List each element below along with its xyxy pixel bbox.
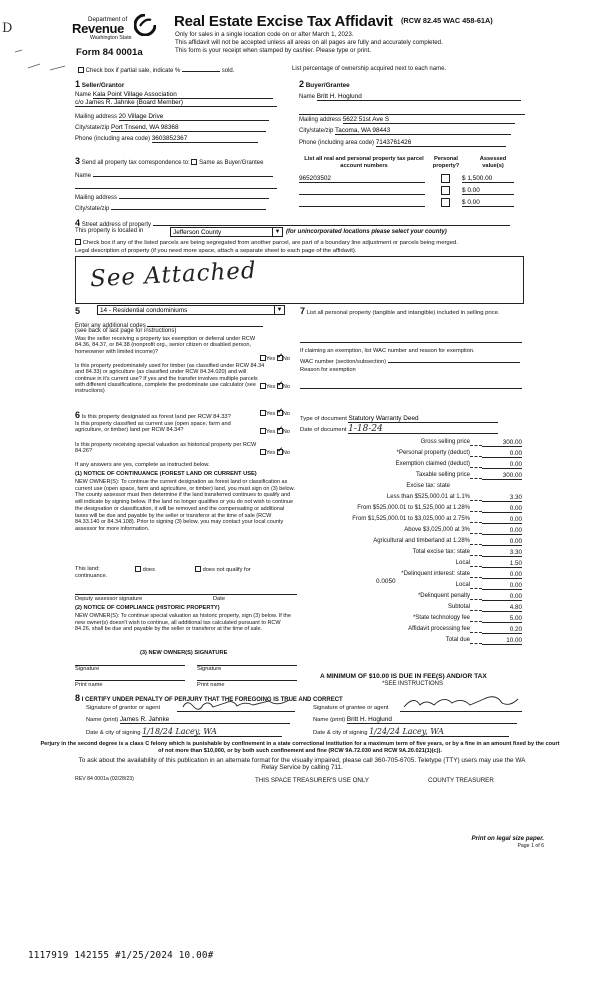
doc-date-field[interactable]: 1-18-24 xyxy=(348,425,498,434)
calc-row-value[interactable]: 0.00 xyxy=(482,450,522,458)
current-use-no-checkbox[interactable] xyxy=(277,428,283,434)
chevron-down-icon: ▼ xyxy=(274,306,284,315)
calc-row-value[interactable]: 3.30 xyxy=(482,549,522,557)
parcel-row xyxy=(299,175,524,185)
ownership-note: List percentage of ownership acquired next to each name. xyxy=(292,66,447,72)
dept-line3: Washington State xyxy=(90,35,132,42)
yes-label: Yes xyxy=(266,411,276,417)
calc-row-value[interactable]: 0.00 xyxy=(482,582,522,590)
calc-row-label: Gross selling price xyxy=(420,439,470,445)
use-code-value: 14 - Residential condominiums xyxy=(100,307,188,314)
forest-question: Is this property designated as forest land per RCW 84.33? xyxy=(81,414,231,420)
calc-row xyxy=(300,560,522,570)
calc-row-value[interactable]: 0.20 xyxy=(482,626,522,634)
legal-desc-label: Legal description of property (if you need more space, attach a separate sheet to each page of the affidavit). xyxy=(75,248,357,254)
grantee-name-row xyxy=(313,716,517,724)
rev-code: REV 84 0001a (02/28/23) xyxy=(75,776,134,782)
no-label: No xyxy=(282,429,290,435)
s3-city-row xyxy=(75,204,277,213)
buyer-phone-label: Phone (including area code) xyxy=(299,140,375,146)
seller-phone-field[interactable]: 3603852367 xyxy=(152,135,258,143)
calc-row xyxy=(300,439,522,449)
grantee-date-label: Date & city of signing xyxy=(313,730,368,736)
classified-no-checkbox[interactable] xyxy=(277,383,283,389)
calc-row-label: *State technology fee xyxy=(412,615,470,621)
owner-print-line[interactable] xyxy=(75,680,185,681)
buyer-mailing-row xyxy=(299,116,525,124)
use-code-select[interactable] xyxy=(97,305,285,315)
buyer-city-row xyxy=(299,127,525,135)
calc-row xyxy=(300,516,522,526)
county-row xyxy=(75,228,143,235)
personal-property-checkbox[interactable] xyxy=(441,198,450,207)
section3-number: 3 xyxy=(75,156,81,166)
calc-row-value[interactable]: 300.00 xyxy=(482,472,522,480)
calc-row-value[interactable]: 0.00 xyxy=(482,516,522,524)
seller-name-label: Name xyxy=(75,92,92,98)
grantor-date-row xyxy=(86,728,282,737)
grantor-date-field[interactable]: 1/18/24 Lacey, WA xyxy=(142,728,282,737)
s3-city-field[interactable] xyxy=(111,204,266,210)
unincorporated-note: (for unincorporated locations please select your county) xyxy=(286,229,447,235)
no-label: No xyxy=(282,411,290,417)
calc-row-label: Exemption claimed (deduct) xyxy=(395,461,470,467)
form-number: Form 84 0001a xyxy=(76,47,143,58)
grantor-name-field[interactable]: James R. Jahnke xyxy=(120,716,290,724)
historical-yes-checkbox[interactable] xyxy=(260,449,266,455)
assessed-header: Assessed value(s) xyxy=(479,156,507,169)
codes-note: (see back of last page for instructions) xyxy=(75,328,177,334)
form-citation: (RCW 82.45 WAC 458-61A) xyxy=(401,16,493,25)
local-rate: 0.0050 xyxy=(376,578,396,585)
calc-row-value[interactable]: 0.00 xyxy=(482,461,522,469)
does-not-qualify-checkbox[interactable] xyxy=(195,566,201,572)
same-as-buyer-checkbox[interactable] xyxy=(191,159,197,165)
certify-statement: I CERTIFY UNDER PENALTY OF PERJURY THAT THE FOREGOING IS TRUE AND CORRECT xyxy=(81,697,343,703)
notice3-title: (3) NEW OWNER(S) SIGNATURE xyxy=(140,650,228,656)
doc-date-label: Date of document xyxy=(300,427,347,433)
no-label: No xyxy=(282,356,290,362)
perjury-notice: Perjury in the second degree is a class C felony which is punishable by confinement in a state correctional institution for a maximum term of five years, or by a fine in an amount fixed by the court of not more than $10,000, or by both such confinement and fine (RCW 9A.72.030 and RCW 9A.20.021(1)(c)). xyxy=(40,741,560,754)
section6-number: 6 xyxy=(75,410,81,420)
seller-heading-label: Seller/Grantor xyxy=(81,82,125,89)
partial-sale-percent[interactable] xyxy=(182,66,220,72)
section8-number: 8 xyxy=(75,693,81,703)
calc-row xyxy=(300,472,522,482)
historical-no-checkbox[interactable] xyxy=(277,449,283,455)
segregated-label: Check box if any of the listed parcels are being segregated from another parcel, are part of a boundary line adjustment or parcels being merged. xyxy=(82,240,458,246)
calc-row-value[interactable]: 0.00 xyxy=(482,505,522,513)
yes-label: Yes xyxy=(266,450,276,456)
seller-heading xyxy=(75,79,124,90)
section3-heading xyxy=(75,156,263,167)
section7-label: List all personal property (tangible and intangible) included in selling price. xyxy=(306,310,500,316)
print-name-label-2: Print name xyxy=(197,682,225,688)
notice2-title: (2) NOTICE OF COMPLIANCE (HISTORIC PROPERTY) xyxy=(75,605,220,611)
partial-sale-label: Check box if partial sale, indicate % xyxy=(85,68,181,74)
calc-row-label: Total due xyxy=(445,637,470,643)
header-note1: Only for sales in a single location code on or after March 1, 2023. xyxy=(175,31,354,38)
doc-type-field[interactable]: Statutory Warranty Deed xyxy=(348,415,498,423)
calc-row-leader xyxy=(470,610,482,611)
historical-question: Is this property receiving special valuation as historical property per RCW 84.26? xyxy=(75,442,257,455)
seller-number: 1 xyxy=(75,79,81,89)
grantee-sig-row xyxy=(313,705,388,712)
header-note3: This form is your receipt when stamped by cashier. Please type or print. xyxy=(175,47,372,54)
calc-row xyxy=(300,483,522,493)
buyer-heading-label: Buyer/Grantee xyxy=(305,82,350,89)
calc-row-value[interactable]: 3.30 xyxy=(482,494,522,502)
calc-row-value[interactable]: 0.00 xyxy=(482,571,522,579)
does-not-label: does not qualify for xyxy=(202,567,251,573)
calc-row xyxy=(300,494,522,504)
seller-mailing-row xyxy=(75,113,277,121)
grantor-name-row xyxy=(86,716,290,724)
buyer-name-label: Name xyxy=(299,94,316,100)
corner-mark: D xyxy=(2,21,13,36)
continuance-label: continuance. xyxy=(75,573,108,579)
grantor-signature-field[interactable] xyxy=(177,701,295,712)
segregated-row xyxy=(75,239,458,247)
parcel-number-field[interactable] xyxy=(299,199,425,207)
s3-mailing-row xyxy=(75,193,277,202)
section3-label: Send all property tax correspondence to: xyxy=(81,160,190,166)
section4-label: Street address of property xyxy=(81,222,152,228)
forest-no-checkbox[interactable] xyxy=(277,410,283,416)
s3-name-row xyxy=(75,171,277,180)
exempt-question: Was the seller receiving a property tax exemption or deferral under RCW 84.36, 84.37, or 84.38 (nonprofit org., senior citizen or disabled person, homeowner with limited income)? xyxy=(75,336,256,355)
yes-label: Yes xyxy=(266,429,276,435)
does-not-option xyxy=(195,566,251,574)
calc-row-leader xyxy=(470,577,482,578)
calc-row xyxy=(300,582,522,592)
calc-row-leader xyxy=(470,632,482,633)
buyer-city-field[interactable]: Tacoma, WA 98443 xyxy=(335,127,511,135)
exempt-no-checkbox[interactable] xyxy=(277,355,283,361)
buyer-mailing-label: Mailing address xyxy=(299,117,342,123)
calc-row-leader xyxy=(470,478,482,479)
calc-row-label: Local xyxy=(455,582,470,588)
buyer-mailing-field[interactable]: 5622 51st Ave S xyxy=(343,116,515,124)
calc-row-label: Less than $525,000.01 at 1.1% xyxy=(386,494,470,500)
current-use-yes-checkbox[interactable] xyxy=(260,428,266,434)
street-address-field[interactable] xyxy=(153,220,510,226)
print-name-label: Print name xyxy=(75,682,103,688)
calc-row xyxy=(300,461,522,471)
same-as-buyer-label: Same as Buyer/Grantee xyxy=(199,160,264,166)
parcel-number-field[interactable] xyxy=(299,187,425,195)
buyer-number: 2 xyxy=(299,79,305,89)
calc-row-value[interactable]: 0.00 xyxy=(482,593,522,601)
header-note2: This affidavit will not be accepted unless all areas on all pages are fully and accurately completed. xyxy=(175,39,443,46)
no-label: No xyxy=(282,384,290,390)
exemption-note: If claiming an exemption, list WAC number and reason for exemption. xyxy=(300,348,475,354)
reason-line[interactable] xyxy=(300,388,522,389)
yes-label: Yes xyxy=(266,356,276,362)
calc-row-value[interactable]: 5.00 xyxy=(482,615,522,623)
calc-row-label: Affidavit processing fee xyxy=(408,626,470,632)
calc-row-leader xyxy=(470,643,482,644)
s3-mailing-label: Mailing address xyxy=(75,195,118,201)
assessed-value-field[interactable]: $ 0.00 xyxy=(462,187,514,195)
sold-label: sold. xyxy=(221,68,235,74)
located-in-label: This property is located in xyxy=(75,228,144,234)
calc-row-label: Subtotal xyxy=(447,604,470,610)
if-yes-note: If any answers are yes, complete as instructed below. xyxy=(75,462,210,468)
grantee-date-field[interactable]: 1/24/24 Lacey, WA xyxy=(369,728,509,737)
personal-header: Personal property? xyxy=(432,156,460,169)
seller-city-row xyxy=(75,124,277,132)
current-use-question: Is this property classified as current use (open space, farm and agriculture, or timber) land per RCW 84.34? xyxy=(75,421,231,434)
grantee-signature-field[interactable] xyxy=(400,701,522,712)
calc-row-label: From $1,525,000.01 to $3,025,000 at 2.75% xyxy=(352,516,470,522)
calc-row-leader xyxy=(470,522,482,523)
seller-city-field[interactable]: Port Tnsend, WA 98368 xyxy=(111,124,266,132)
calc-row-leader xyxy=(470,599,482,600)
page-number: Page 1 of 6 xyxy=(517,843,544,849)
seller-phone-label: Phone (including area code) xyxy=(75,136,151,142)
grantor-sig-row xyxy=(86,705,160,712)
notice2-body: NEW OWNER(S): To continue special valuation as historic property, sign (3) below. If the new owner(s) doesn't wish to continue, all additional tax calculated pursuant to RCW 84.26, shall be due and payable by the seller or transferor at the time of sale. xyxy=(75,613,291,633)
forest-question-row xyxy=(75,410,260,421)
legal-description-box[interactable] xyxy=(75,256,524,304)
parcel-row xyxy=(299,187,524,197)
alt-format-note: To ask about the availability of this publication in an alternate format for the visually impaired, please call 360-705-6705. Teletype (TTY) users may use the WA Relay Service by calling 711. xyxy=(78,757,526,772)
seller-name-field[interactable]: Kala Point Village Association xyxy=(93,91,273,99)
dor-logo xyxy=(72,16,160,41)
dept-line1: Department of xyxy=(88,16,128,23)
assessed-value-field[interactable]: $ 1,500.00 xyxy=(462,175,514,183)
calc-row xyxy=(300,549,522,559)
minimum-note: A MINIMUM OF $10.00 IS DUE IN FEE(S) AND/OR TAX xyxy=(320,673,487,680)
does-qualify-checkbox[interactable] xyxy=(135,566,141,572)
assessor-signature-line[interactable] xyxy=(75,591,297,595)
s3-name-field[interactable] xyxy=(93,171,273,177)
calc-row-leader xyxy=(470,511,482,512)
calc-row xyxy=(300,505,522,515)
see-instructions-note: *SEE INSTRUCTIONS xyxy=(382,681,444,687)
additional-codes-label: Enter any additional codes xyxy=(75,323,146,329)
calc-row xyxy=(300,604,522,614)
calc-row-value[interactable]: 0.00 xyxy=(482,538,522,546)
grantee-name-label: Name (print) xyxy=(313,717,346,723)
chevron-down-icon: ▼ xyxy=(272,228,282,237)
calc-row-leader xyxy=(470,533,482,534)
this-land-label: This land: xyxy=(75,566,100,572)
calc-row-value[interactable]: 0.00 xyxy=(482,527,522,535)
calc-row-value[interactable]: 4.80 xyxy=(482,604,522,612)
calc-row-leader xyxy=(470,544,482,545)
grantee-sig-label: Signature of grantee or agent xyxy=(313,705,389,711)
calc-row-leader xyxy=(470,588,482,589)
legal-size-note: Print on legal size paper. xyxy=(471,835,544,842)
buyer-city-label: City/state/zip xyxy=(299,128,334,134)
assessor-date-label: Date xyxy=(213,596,226,602)
doc-type-row xyxy=(300,415,498,423)
section7-number: 7 xyxy=(300,306,306,316)
calc-row-label: Agricultural and timberland at 1.28% xyxy=(373,538,470,544)
buyer-phone-field[interactable]: 7143761426 xyxy=(376,139,506,147)
personal-property-checkbox[interactable] xyxy=(441,186,450,195)
calc-row xyxy=(300,527,522,537)
classified-yes-checkbox[interactable] xyxy=(260,383,266,389)
seller-name2-field[interactable]: c/o James R. Jahnke (Board Member) xyxy=(75,99,277,107)
exempt-answer xyxy=(260,355,290,362)
personal-property-checkbox[interactable] xyxy=(441,174,450,183)
calc-row-label: Above $3,025,000 at 3% xyxy=(404,527,470,533)
calc-row xyxy=(300,637,522,647)
doc-type-label: Type of document xyxy=(300,416,347,422)
calc-row-leader xyxy=(470,500,482,501)
dept-line2: Revenue xyxy=(72,21,125,37)
calc-row-leader xyxy=(470,621,482,622)
calc-row xyxy=(300,538,522,548)
s3-name2-field[interactable] xyxy=(75,183,277,189)
county-value: Jefferson County xyxy=(173,229,222,236)
personal-property-line[interactable] xyxy=(300,342,522,343)
s3-city-label: City/state/zip xyxy=(75,206,110,212)
owner-print-line-2[interactable] xyxy=(197,680,297,681)
assessed-value-field[interactable]: $ 0.00 xyxy=(462,199,514,207)
calc-row-label: Taxable selling price xyxy=(415,472,470,478)
calc-row-label: From $525,000.01 to $1,525,000 at 1.28% xyxy=(357,505,470,511)
calc-row-leader xyxy=(470,566,482,567)
calc-row-value[interactable]: 300.00 xyxy=(482,439,522,447)
calc-row-label: *Personal property (deduct) xyxy=(396,450,470,456)
wac-field[interactable] xyxy=(388,358,520,363)
buyer-phone-row xyxy=(299,139,525,147)
calc-row xyxy=(300,450,522,460)
parcel-header: List all real and personal property tax parcel account numbers xyxy=(304,156,424,169)
calc-row-label: *Delinquent penalty xyxy=(417,593,470,599)
s3-mailing-field[interactable] xyxy=(119,193,269,199)
grantee-signature-scribble xyxy=(400,693,522,711)
seller-city-label: City/state/zip xyxy=(75,125,110,131)
additional-codes-field[interactable] xyxy=(147,321,263,327)
calc-row-leader xyxy=(470,456,482,457)
calc-row-label: *Delinquent interest: state xyxy=(401,571,470,577)
county-treasurer: COUNTY TREASURER xyxy=(428,777,494,784)
s3-name-label: Name xyxy=(75,173,92,179)
segregated-checkbox[interactable] xyxy=(75,239,81,245)
wac-label: WAC number (section/subsection) xyxy=(300,359,387,365)
calc-row-label: Local xyxy=(455,560,470,566)
parcel-number-field[interactable]: 965203502 xyxy=(299,175,425,183)
calc-row-leader xyxy=(470,445,482,446)
seller-mailing-label: Mailing address xyxy=(75,114,118,120)
calc-row xyxy=(300,615,522,625)
see-attached-handwriting: See Attached xyxy=(89,257,258,293)
recording-stamp: 1117919 142155 #1/25/2024 10.00# xyxy=(28,950,214,961)
grantor-name-label: Name (print) xyxy=(86,717,119,723)
county-select[interactable] xyxy=(170,227,283,237)
grantor-signature-scribble xyxy=(177,697,295,711)
form-title: Real Estate Excise Tax Affidavit xyxy=(174,13,393,30)
exempt-yes-checkbox[interactable] xyxy=(260,355,266,361)
partial-sale-checkbox[interactable] xyxy=(78,67,84,73)
seller-mailing-field[interactable]: 20 Village Drive xyxy=(119,113,269,121)
grantor-date-label: Date & city of signing xyxy=(86,730,141,736)
assessor-signature-label: Deputy assessor signature xyxy=(75,596,143,602)
calc-row xyxy=(300,571,522,581)
seller-phone-row xyxy=(75,135,277,143)
buyer-name2-field[interactable] xyxy=(299,109,525,115)
scribble-mark xyxy=(10,40,80,80)
calc-row-label: Total excise tax: state xyxy=(412,549,470,555)
wac-row xyxy=(300,358,520,366)
reason-label: Reason for exemption xyxy=(300,367,356,373)
buyer-name-field[interactable]: Britt H. Hoglund xyxy=(317,93,521,101)
partial-sale-row xyxy=(78,66,234,75)
signature-label-2: Signature xyxy=(197,666,222,672)
revenue-logo-icon xyxy=(134,14,156,36)
forest-yes-checkbox[interactable] xyxy=(260,410,266,416)
signature-label: Signature xyxy=(75,666,100,672)
notice1-title: (1) NOTICE OF CONTINUANCE (FOREST LAND OR CURRENT USE) xyxy=(75,471,257,477)
buyer-heading xyxy=(299,79,350,90)
buyer-name-row xyxy=(299,93,525,101)
does-option xyxy=(135,566,155,574)
calc-row-value[interactable]: 1.50 xyxy=(482,560,522,568)
section7-heading-row xyxy=(300,306,525,317)
calc-row-value[interactable]: 10.00 xyxy=(482,637,522,645)
grantee-name-field[interactable]: Britt H. Hoglund xyxy=(347,716,517,724)
forest-answer xyxy=(260,410,290,417)
calc-row xyxy=(300,626,522,636)
parcel-row xyxy=(299,199,524,209)
calc-row-leader xyxy=(470,467,482,468)
notice1-body: NEW OWNER(S): To continue the current designation as forest land or classification as current use (open space, farm and agriculture, or timber) land, you must sign on (3) below. The county assessor must then determine if the land transferred continues to qualify and will indicate by signing below. If the land no longer qualifies or you do not wish to continue the designation or classification, it will be removed and the compensating or additional taxes will be due and payable by the seller or transferor at the time of sale (RCW 84.33.140 or 84.34.108). Prior to signing (3) below, you may contact your local county assessor for more information. xyxy=(75,479,295,532)
grantor-sig-label: Signature of grantor or agent xyxy=(86,705,161,711)
yes-label: Yes xyxy=(266,384,276,390)
doc-date-row xyxy=(300,425,498,434)
treasurer-use: THIS SPACE TREASURER'S USE ONLY xyxy=(255,777,369,784)
section5-number: 5 xyxy=(75,306,81,316)
classified-question: Is this property predominately used for timber (as classified under RCW 84.34 and 84.33) or agriculture (as classified under RCW 84.34.020) and will continue in it's current use? If yes and the transfer involves multiple parcels with different classifications, complete the predominate use calculator (see instructions) xyxy=(75,363,265,395)
classified-answer xyxy=(260,383,290,390)
historical-answer xyxy=(260,449,290,456)
calc-row-label: Excise tax: state xyxy=(406,483,450,489)
section4-number: 4 xyxy=(75,218,81,228)
calc-row xyxy=(300,593,522,603)
calc-row-leader xyxy=(470,555,482,556)
current-use-answer xyxy=(260,428,290,435)
no-label: No xyxy=(282,450,290,456)
does-label: does xyxy=(142,567,155,573)
grantee-date-row xyxy=(313,728,509,737)
